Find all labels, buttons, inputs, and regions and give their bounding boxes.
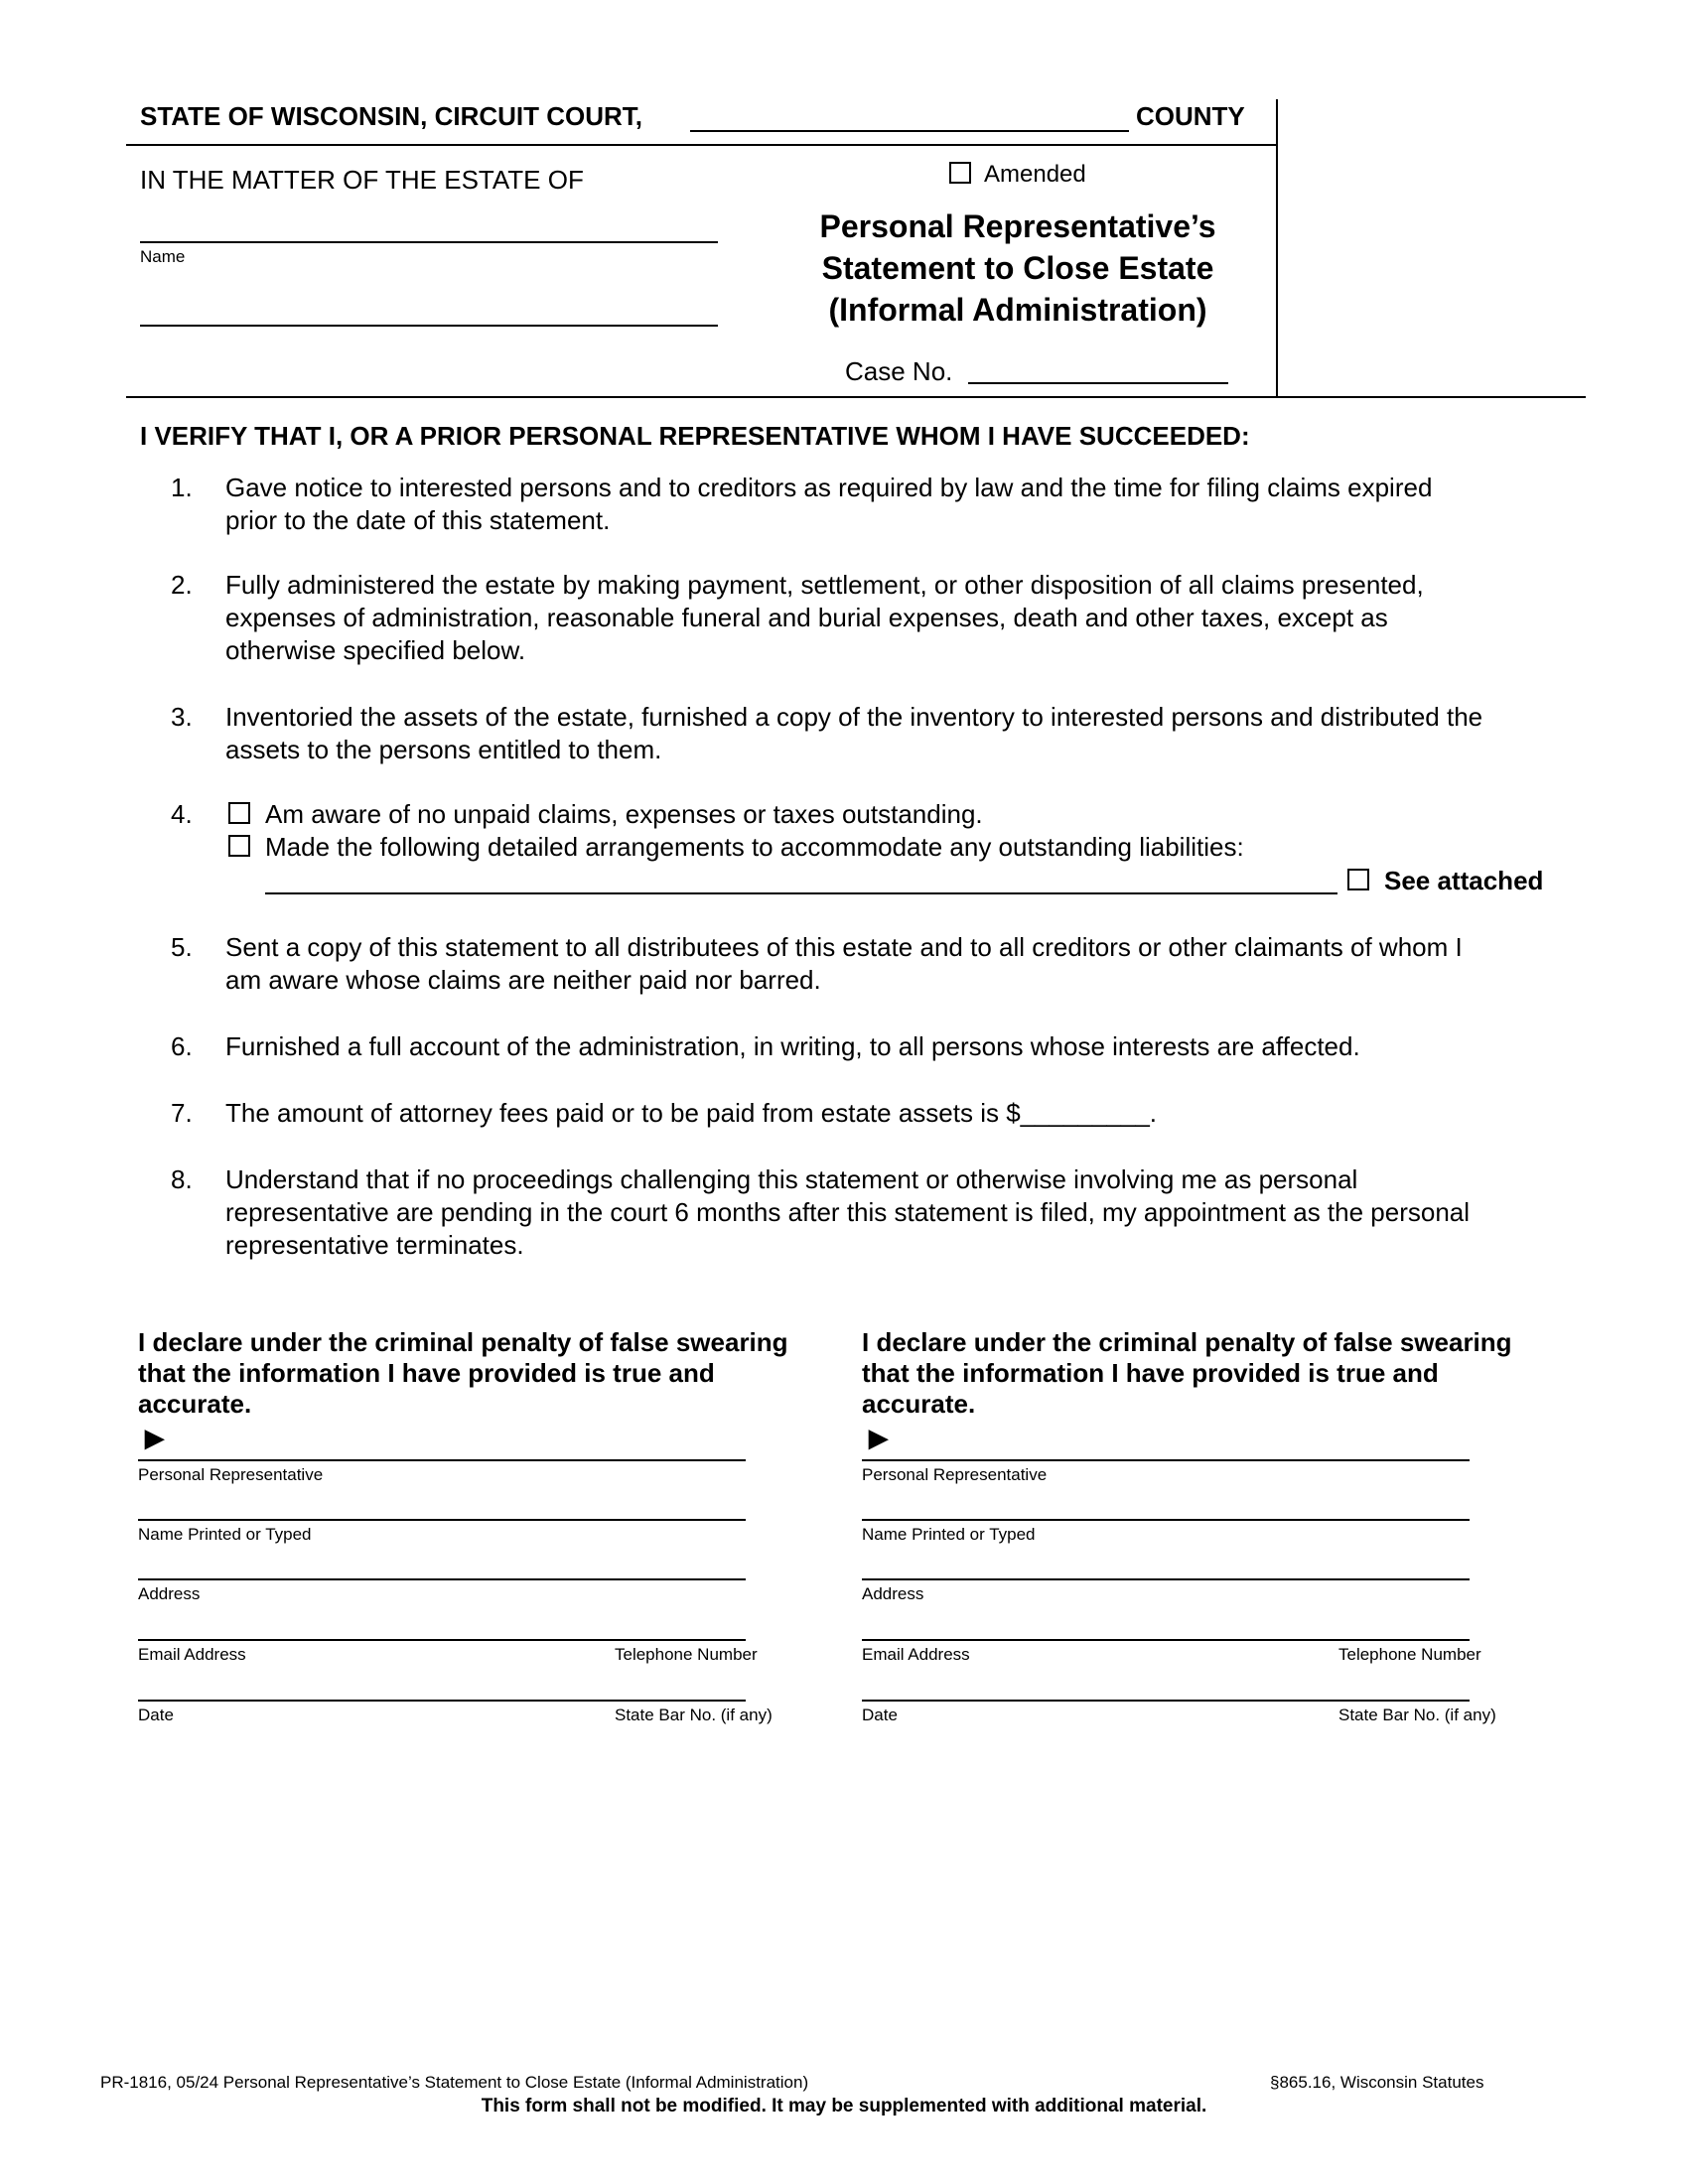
item-5-line-2: am aware whose claims are neither paid nor barred. <box>225 965 821 995</box>
declaration-right-line-3: accurate. <box>862 1389 976 1419</box>
declaration-left <box>138 1327 788 1420</box>
email-phone-line-2[interactable] <box>862 1639 1470 1641</box>
item-7-number: 7. <box>171 1098 193 1128</box>
title-line-3: (Informal Administration) <box>828 292 1207 328</box>
item-8-number: 8. <box>171 1164 193 1194</box>
title-line-2: Statement to Close Estate <box>821 250 1214 286</box>
sign-arrow-icon-2: ► <box>862 1420 896 1457</box>
statute-ref: §865.16, Wisconsin Statutes <box>1270 2073 1484 2092</box>
arrangements-checkbox[interactable] <box>228 835 250 857</box>
item-3-text <box>225 701 1482 766</box>
personal-rep-signature-line[interactable] <box>138 1459 746 1461</box>
form-title <box>765 205 1271 331</box>
court-label: STATE OF WISCONSIN, CIRCUIT COURT, <box>140 101 643 131</box>
no-unpaid-claims-checkbox[interactable] <box>228 802 250 824</box>
address-line[interactable] <box>138 1578 746 1580</box>
amended-checkbox[interactable] <box>949 162 971 184</box>
declaration-right <box>862 1327 1512 1420</box>
item-6-number: 6. <box>171 1031 193 1061</box>
item-3-number: 3. <box>171 702 193 732</box>
email-label-2: Email Address <box>862 1645 970 1664</box>
declaration-right-line-1: I declare under the criminal penalty of false swearing <box>862 1327 1512 1357</box>
email-phone-line[interactable] <box>138 1639 746 1641</box>
item-8-line-3: representative terminates. <box>225 1230 524 1260</box>
declaration-left-line-3: accurate. <box>138 1389 252 1419</box>
personal-rep-signature-line-2[interactable] <box>862 1459 1470 1461</box>
name-printed-line-2[interactable] <box>862 1519 1470 1521</box>
item-3-line-1: Inventoried the assets of the estate, furnished a copy of the inventory to interested persons and distributed the <box>225 702 1483 732</box>
item-1-number: 1. <box>171 473 193 502</box>
item-4-number: 4. <box>171 799 193 829</box>
item-2-line-1: Fully administered the estate by making payment, settlement, or other disposition of all claims presented, <box>225 570 1424 600</box>
address-label-2: Address <box>862 1584 924 1603</box>
address-label: Address <box>138 1584 201 1603</box>
telephone-label: Telephone Number <box>615 1645 758 1664</box>
case-no-label: Case No. <box>845 356 953 386</box>
date-bar-line-2[interactable] <box>862 1700 1470 1702</box>
state-bar-label-2: State Bar No. (if any) <box>1338 1706 1496 1724</box>
item-2-text <box>225 569 1424 667</box>
declaration-left-line-1: I declare under the criminal penalty of false swearing <box>138 1327 788 1357</box>
item-1-text <box>225 472 1432 537</box>
declaration-right-line-2: that the information I have provided is true and <box>862 1358 1439 1388</box>
item-1-line-2: prior to the date of this statement. <box>225 505 611 535</box>
see-attached-label: See attached <box>1384 866 1544 895</box>
name-printed-label: Name Printed or Typed <box>138 1525 312 1544</box>
date-label-2: Date <box>862 1706 898 1724</box>
item-5-line-1: Sent a copy of this statement to all distributees of this estate and to all creditors or other claimants of whom I <box>225 932 1463 962</box>
item-2-line-2: expenses of administration, reasonable funeral and burial expenses, death and other taxes, except as <box>225 603 1388 632</box>
declaration-left-line-2: that the information I have provided is true and <box>138 1358 715 1388</box>
item-3-line-2: assets to the persons entitled to them. <box>225 735 662 764</box>
header-bottom-rule <box>126 396 1586 398</box>
decedent-name-line-2[interactable] <box>140 325 718 327</box>
item-6-text: Furnished a full account of the administration, in writing, to all persons whose interests are affected. <box>225 1031 1360 1061</box>
arrangements-field[interactable] <box>265 892 1337 894</box>
amended-label: Amended <box>984 161 1086 188</box>
item-8-line-1: Understand that if no proceedings challenging this statement or otherwise involving me as personal <box>225 1164 1358 1194</box>
county-label: COUNTY <box>1136 101 1245 131</box>
item-2-number: 2. <box>171 570 193 600</box>
verify-heading: I VERIFY THAT I, OR A PRIOR PERSONAL REPRESENTATIVE WHOM I HAVE SUCCEEDED: <box>140 421 1250 451</box>
date-bar-line[interactable] <box>138 1700 746 1702</box>
item-2-line-3: otherwise specified below. <box>225 635 526 665</box>
item-8-line-2: representative are pending in the court 6 months after this statement is filed, my appointment as the personal <box>225 1197 1471 1227</box>
item-8-text <box>225 1163 1470 1262</box>
email-label: Email Address <box>138 1645 246 1664</box>
case-no-field[interactable] <box>968 382 1228 384</box>
state-bar-label: State Bar No. (if any) <box>615 1706 773 1724</box>
item-1-line-1: Gave notice to interested persons and to creditors as required by law and the time for filing claims expired <box>225 473 1433 502</box>
telephone-label-2: Telephone Number <box>1338 1645 1481 1664</box>
personal-rep-label: Personal Representative <box>138 1465 324 1484</box>
date-label: Date <box>138 1706 174 1724</box>
item-7-text: The amount of attorney fees paid or to be paid from estate assets is $_________. <box>225 1098 1158 1128</box>
personal-rep-label-2: Personal Representative <box>862 1465 1048 1484</box>
item-5-number: 5. <box>171 932 193 962</box>
name-printed-line[interactable] <box>138 1519 746 1521</box>
title-line-1: Personal Representative’s <box>819 208 1216 244</box>
sign-arrow-icon: ► <box>138 1420 172 1457</box>
name-printed-label-2: Name Printed or Typed <box>862 1525 1036 1544</box>
decedent-name-line[interactable] <box>140 241 718 243</box>
header-rule <box>126 144 1278 146</box>
modification-notice: This form shall not be modified. It may be supplemented with additional material. <box>481 2096 1207 2116</box>
see-attached-checkbox[interactable] <box>1347 869 1369 890</box>
form-id: PR-1816, 05/24 Personal Representative’s Statement to Close Estate (Informal Administration) <box>100 2073 809 2092</box>
estate-of-label: IN THE MATTER OF THE ESTATE OF <box>140 165 584 195</box>
item-4-option-2: Made the following detailed arrangements to accommodate any outstanding liabilities: <box>265 832 1244 862</box>
item-4-option-1: Am aware of no unpaid claims, expenses or taxes outstanding. <box>265 799 983 829</box>
item-5-text <box>225 931 1463 997</box>
county-blank[interactable] <box>690 130 1129 132</box>
address-line-2[interactable] <box>862 1578 1470 1580</box>
name-label: Name <box>140 247 186 266</box>
